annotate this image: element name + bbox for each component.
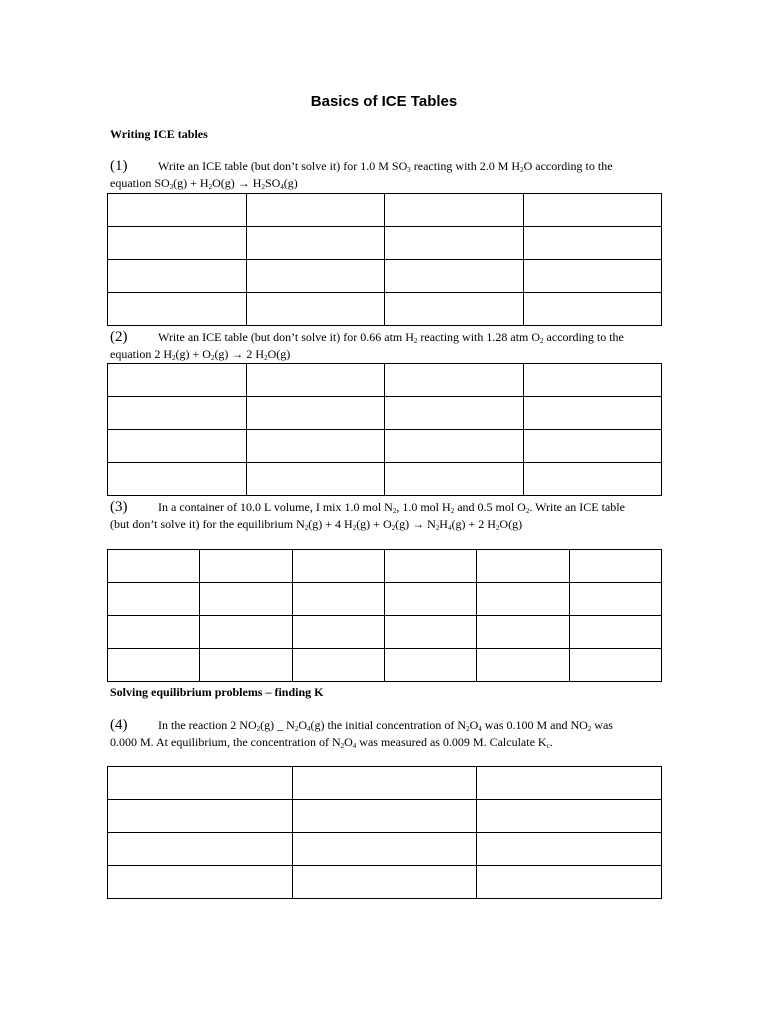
subscript: 2 [450,507,455,515]
table-cell [108,583,200,616]
table-cell [523,260,662,293]
table-cell [292,550,384,583]
table-cell [246,227,385,260]
table-cell [384,649,476,682]
subscript: 2 [435,524,440,532]
table-cell [108,194,247,227]
table-row [108,260,662,293]
table-row [108,293,662,326]
text-segment: . [549,735,553,749]
text-segment: (g) → 2 H [214,347,265,361]
table-cell [246,430,385,463]
text-segment: equation 2 H [110,347,172,361]
problem-text-line-2 [110,175,670,192]
table-row [108,430,662,463]
problem-text-line-1 [158,159,613,173]
table-row [108,227,662,260]
table-cell [292,767,477,800]
problem-number: (2) [110,329,128,345]
table-cell [108,800,293,833]
table-cell [246,364,385,397]
text-segment: , 1.0 mol H [396,500,451,514]
text-segment: (g) + H [173,176,209,190]
problem-1 [110,158,670,192]
ice-table-2 [107,363,662,496]
problem-text-line-2 [110,734,670,751]
table-cell [477,649,569,682]
subscript: 2 [294,725,299,733]
table-cell [523,397,662,430]
table-cell [477,833,662,866]
table-cell [385,397,524,430]
problem-number: (3) [110,499,128,515]
table-cell [292,649,384,682]
subscript: 4 [352,742,357,750]
page-title: Basics of ICE Tables [310,93,458,110]
subscript: 2 [392,507,397,515]
table-cell [523,463,662,496]
problem-text-line-1 [158,718,613,732]
subscript: 2 [256,725,261,733]
table-cell [385,364,524,397]
table-cell [385,227,524,260]
table-cell [523,293,662,326]
subscript: c [546,742,550,750]
text-segment: reacting with 2.0 M H [410,159,521,173]
ice-table-4 [107,766,662,899]
table-cell [292,866,477,899]
text-segment: (g) the initial concentration of N [310,718,467,732]
text-segment: (g) + 4 H [308,517,353,531]
subscript: 2 [413,337,418,345]
table-cell [523,194,662,227]
table-row [108,364,662,397]
table-cell [385,260,524,293]
subscript: 2 [540,337,544,345]
table-row [108,616,662,649]
problem-number: (1) [110,158,128,174]
subscript: 3 [407,166,411,174]
table-cell [569,583,661,616]
section-heading-writing: Writing ICE tables [110,127,208,141]
table-row [108,463,662,496]
table-row [108,800,662,833]
problem-text-line-1 [158,330,624,344]
table-cell [108,463,247,496]
subscript: 2 [261,183,265,191]
table-row [108,866,662,899]
table-cell [477,800,662,833]
problem-text-line-2 [110,516,670,533]
table-cell [523,364,662,397]
text-segment: reacting with 1.28 atm O [417,330,541,344]
table-cell [385,194,524,227]
problem-text-line-1 [158,500,625,514]
text-segment: Write an ICE table (but don’t solve it) for 1.0 M SO [158,159,408,173]
subscript: 2 [391,524,396,532]
subscript: 4 [447,524,452,532]
table-cell [569,550,661,583]
subscript: 2 [264,354,268,362]
table-row [108,550,662,583]
text-segment: Write an ICE table (but don’t solve it) for 0.66 atm H [158,330,414,344]
table-cell [246,194,385,227]
table-cell [108,397,247,430]
text-segment: (g) _ N [260,718,295,732]
table-cell [292,800,477,833]
table-cell [477,866,662,899]
ice-table-1 [107,193,662,326]
table-cell [246,293,385,326]
table-cell [292,833,477,866]
subscript: 4 [478,725,482,733]
table-cell [477,583,569,616]
table-cell [200,649,292,682]
table-cell [246,260,385,293]
problem-3 [110,499,670,533]
text-segment: O according to the [523,159,613,173]
table-cell [108,550,200,583]
table-cell [384,550,476,583]
text-segment: was 0.100 M and NO [481,718,588,732]
table-cell [200,583,292,616]
table-cell [385,430,524,463]
subscript: 2 [587,725,592,733]
table-cell [108,866,293,899]
text-segment: SO [264,176,281,190]
table-cell [477,550,569,583]
text-segment: was measured as 0.009 M. Calculate K [356,735,547,749]
subscript: 2 [352,524,357,532]
table-cell [477,767,662,800]
table-cell [108,767,293,800]
table-row [108,397,662,430]
table-cell [569,616,661,649]
text-segment: O [344,735,353,749]
table-cell [108,227,247,260]
text-segment: In a container of 10.0 L volume, I mix 1.0 mol N [158,500,393,514]
text-segment: (g) + O [356,517,392,531]
table-cell [384,616,476,649]
text-segment: (g) → N [395,517,436,531]
problem-4 [110,717,670,751]
text-segment: O [469,718,479,732]
subscript: 2 [495,524,500,532]
table-cell [200,550,292,583]
table-cell [246,463,385,496]
table-cell [108,649,200,682]
text-segment: according to the [543,330,624,344]
table-cell [523,430,662,463]
text-segment: (g) [283,176,298,190]
table-cell [523,227,662,260]
subscript: 2 [210,354,215,362]
text-segment: (g) + 2 H [451,517,496,531]
problem-2 [110,329,670,363]
text-segment: O(g) → H [212,176,262,190]
text-segment: O(g) [499,517,523,531]
text-segment: was [591,718,613,732]
section-heading-solving: Solving equilibrium problems – finding K [110,685,324,699]
subscript: 2 [340,742,345,750]
text-segment: H [439,517,448,531]
text-segment: O [298,718,307,732]
table-cell [108,293,247,326]
table-cell [569,649,661,682]
table-row [108,649,662,682]
problem-number: (4) [110,717,128,733]
text-segment: (but don’t solve it) for the equilibrium N [110,517,305,531]
text-segment: and 0.5 mol O [454,500,526,514]
table-cell [108,260,247,293]
subscript: 2 [172,354,176,362]
table-cell [292,583,384,616]
table-row [108,583,662,616]
subscript: 2 [520,166,524,174]
table-cell [385,463,524,496]
table-cell [477,616,569,649]
subscript: 2 [304,524,309,532]
table-cell [292,616,384,649]
text-segment: 0.000 M. At equilibrium, the concentration of N [110,735,341,749]
table-cell [385,293,524,326]
subscript: 3 [169,183,174,191]
text-segment: (g) + O [175,347,211,361]
table-cell [246,397,385,430]
ice-table-3 [107,549,662,682]
table-row [108,194,662,227]
subscript: 2 [525,507,530,515]
subscript: 2 [208,183,213,191]
table-row [108,767,662,800]
subscript: 4 [306,725,311,733]
problem-text-line-2 [110,346,670,363]
table-row [108,833,662,866]
table-cell [200,616,292,649]
subscript: 2 [466,725,470,733]
text-segment: equation SO [110,176,170,190]
text-segment: . Write an ICE table [529,500,625,514]
text-segment: O(g) [267,347,291,361]
subscript: 4 [280,183,284,191]
table-cell [108,430,247,463]
table-cell [108,616,200,649]
text-segment: In the reaction 2 NO [158,718,257,732]
table-cell [384,583,476,616]
table-cell [108,364,247,397]
table-cell [108,833,293,866]
